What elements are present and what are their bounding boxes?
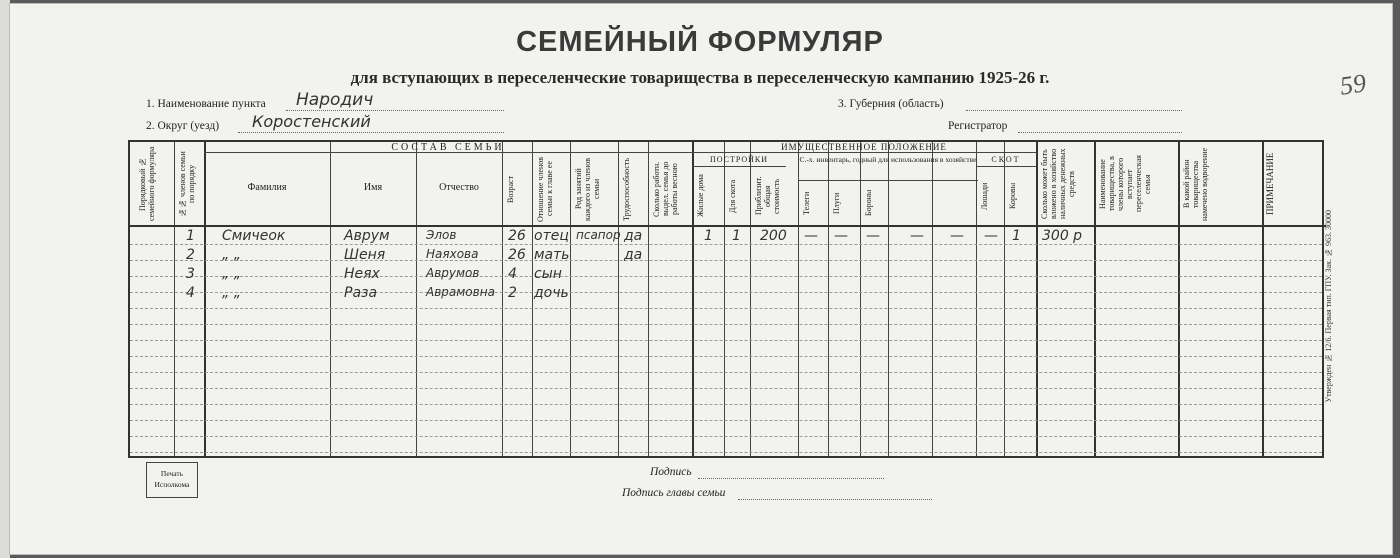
subsection-inventory: С.-х. инвентарь, годный для использования в хозяйстве	[799, 155, 977, 164]
capacity-cell[interactable]: да	[624, 228, 643, 244]
family-head-signature-line[interactable]	[738, 499, 932, 500]
header-cows: Коровы	[1008, 182, 1017, 210]
patronymic-cell[interactable]: Наяхова	[426, 247, 479, 261]
patronymic-cell[interactable]: Аврумов	[426, 266, 480, 280]
age-cell[interactable]: 26	[508, 228, 526, 244]
header-divider	[798, 180, 978, 181]
signature-line[interactable]	[698, 478, 884, 479]
col-divider	[828, 142, 829, 456]
header-divider	[692, 166, 786, 167]
cows-cell[interactable]: 1	[1012, 228, 1021, 244]
header-bottom	[130, 225, 1326, 227]
row-guide-line	[130, 260, 1322, 261]
point-value[interactable]: Народич	[296, 90, 374, 110]
inventory-extra-cell[interactable]: —	[950, 228, 964, 244]
district-value[interactable]: Коростенский	[252, 112, 371, 131]
header-approx-value: Приблизит. общая стоимость	[754, 176, 781, 216]
header-horses: Лошади	[980, 182, 989, 210]
row-guide-line	[130, 340, 1322, 341]
col-divider	[888, 142, 889, 456]
surname-cell[interactable]: Смичеок	[222, 228, 286, 244]
approx-value-cell[interactable]: 200	[760, 228, 787, 244]
print-imprint: Утвержден № 12/6. Первая тип. ГПУ. Зак. № 963. 30000	[1324, 210, 1333, 403]
col-divider	[1094, 142, 1096, 456]
cash-cell[interactable]: 300 р	[1042, 228, 1083, 244]
relation-cell[interactable]: мать	[534, 247, 570, 263]
col-divider	[648, 142, 649, 456]
province-label: 3. Губерния (область)	[838, 98, 944, 110]
header-cash: Сколько может быть вложено в хозяйство наличных денежных средств	[1040, 148, 1076, 220]
col-divider	[174, 142, 175, 456]
inventory-extra-cell[interactable]: —	[910, 228, 924, 244]
form-title: СЕМЕЙНЫЙ ФОРМУЛЯР	[516, 26, 884, 58]
row-guide-line	[130, 276, 1322, 277]
header-divider	[692, 152, 1036, 153]
row-guide-line	[130, 452, 1322, 453]
patronymic-cell[interactable]: Аврамовна	[426, 285, 495, 299]
name-cell[interactable]: Раза	[344, 285, 378, 301]
header-region: В какой район товарищества намечено водворение	[1182, 147, 1209, 221]
section-property: ИМУЩЕСТВЕННОЕ ПОЛОЖЕНИЕ	[781, 142, 947, 152]
member-no-cell[interactable]: 3	[186, 266, 195, 282]
header-house: Жилые дома	[696, 174, 705, 218]
name-cell[interactable]: Шеня	[344, 247, 386, 263]
row-guide-line	[130, 292, 1322, 293]
col-divider	[932, 142, 933, 456]
header-form-no: Порядковый № семейного формуляра	[138, 146, 156, 222]
surname-cell[interactable]: „ „	[222, 266, 241, 282]
family-head-signature-label: Подпись главы семьи	[622, 487, 726, 499]
surname-cell[interactable]: „ „	[222, 285, 241, 301]
name-cell[interactable]: Аврум	[344, 228, 390, 244]
header-occupation: Род занятий каждого из членов семьи	[574, 157, 601, 221]
header-ploughs: Плуги	[832, 192, 841, 214]
row-guide-line	[130, 356, 1322, 357]
col-divider	[618, 142, 619, 456]
relation-cell[interactable]: дочь	[534, 285, 569, 301]
header-divider	[976, 166, 1036, 167]
header-surname: Фамилия	[247, 182, 287, 193]
col-divider	[1262, 142, 1264, 456]
member-no-cell[interactable]: 2	[186, 247, 195, 263]
header-name: Имя	[363, 182, 383, 193]
house-cell[interactable]: 1	[704, 228, 713, 244]
row-guide-line	[130, 404, 1322, 405]
col-divider	[976, 142, 977, 456]
relation-cell[interactable]: отец	[534, 228, 569, 244]
point-line	[286, 110, 504, 111]
member-no-cell[interactable]: 4	[186, 285, 195, 301]
col-divider	[1004, 142, 1005, 456]
header-harrows: Бороны	[864, 189, 873, 217]
executive-committee-stamp-box: Печать Исполкома	[146, 462, 198, 498]
carts-cell[interactable]: —	[804, 228, 818, 244]
subsection-buildings: ПОСТРОЙКИ	[709, 155, 769, 164]
row-guide-line	[130, 308, 1322, 309]
subsection-livestock: СКОТ	[991, 155, 1021, 164]
row-guide-line	[130, 324, 1322, 325]
district-line	[238, 132, 504, 133]
signature-label: Подпись	[650, 466, 692, 478]
col-divider	[502, 142, 503, 456]
header-age: Возраст	[506, 175, 515, 203]
capacity-cell[interactable]: да	[624, 247, 643, 263]
form-subtitle: для вступающих в переселенческие товарищества в переселенческую кампанию 1925-26 г.	[350, 68, 1050, 87]
col-divider	[860, 142, 861, 456]
family-table	[128, 140, 1324, 458]
header-member-no: №№ членов семьи по порядку	[178, 151, 196, 217]
row-guide-line	[130, 436, 1322, 437]
name-cell[interactable]: Неях	[344, 266, 380, 282]
registrar-line	[1018, 132, 1182, 133]
margin-page-number: 59	[1338, 68, 1368, 101]
patronymic-cell[interactable]: Элов	[426, 228, 457, 242]
header-cattle-shed: Для скота	[728, 179, 737, 213]
row-guide-line	[130, 388, 1322, 389]
province-line	[966, 110, 1182, 111]
district-label: 2. Округ (уезд)	[146, 120, 220, 132]
header-relation: Отношение членов семьи к главе ее	[536, 156, 554, 222]
point-label: 1. Наименование пункта	[146, 98, 266, 110]
header-capacity: Трудоспособность	[622, 157, 631, 221]
member-no-cell[interactable]: 1	[186, 228, 195, 244]
harrows-cell[interactable]: —	[866, 228, 880, 244]
row-guide-line	[130, 420, 1322, 421]
col-divider	[798, 142, 799, 456]
col-divider	[1178, 142, 1180, 456]
col-divider	[692, 142, 694, 456]
registrar-label: Регистратор	[948, 120, 1008, 132]
occupation-cell[interactable]: псапор	[576, 228, 621, 242]
col-divider	[1036, 142, 1038, 456]
age-cell[interactable]: 26	[508, 247, 526, 263]
header-patronymic: Отчество	[439, 182, 479, 193]
header-workers: Сколько работн. выдел. семья до работы весною	[652, 161, 679, 217]
relation-cell[interactable]: сын	[534, 266, 562, 282]
age-cell[interactable]: 2	[508, 285, 517, 301]
row-guide-line	[130, 372, 1322, 373]
horses-cell[interactable]: —	[984, 228, 998, 244]
header-partnership: Наименование товарищества, в члены которого вступает переселенческая семья	[1098, 155, 1152, 213]
section-family: СОСТАВ СЕМЬИ	[391, 142, 505, 153]
col-divider	[570, 142, 571, 456]
header-carts: Телеги	[802, 191, 811, 215]
col-divider	[532, 142, 533, 456]
cattle-shed-cell[interactable]: 1	[732, 228, 741, 244]
surname-cell[interactable]: „ „	[222, 247, 241, 263]
header-notes: ПРИМЕЧАНИЕ	[1265, 152, 1275, 216]
age-cell[interactable]: 4	[508, 266, 517, 282]
ploughs-cell[interactable]: —	[834, 228, 848, 244]
row-guide-line	[130, 244, 1322, 245]
col-divider	[724, 142, 725, 456]
col-divider	[750, 142, 751, 456]
